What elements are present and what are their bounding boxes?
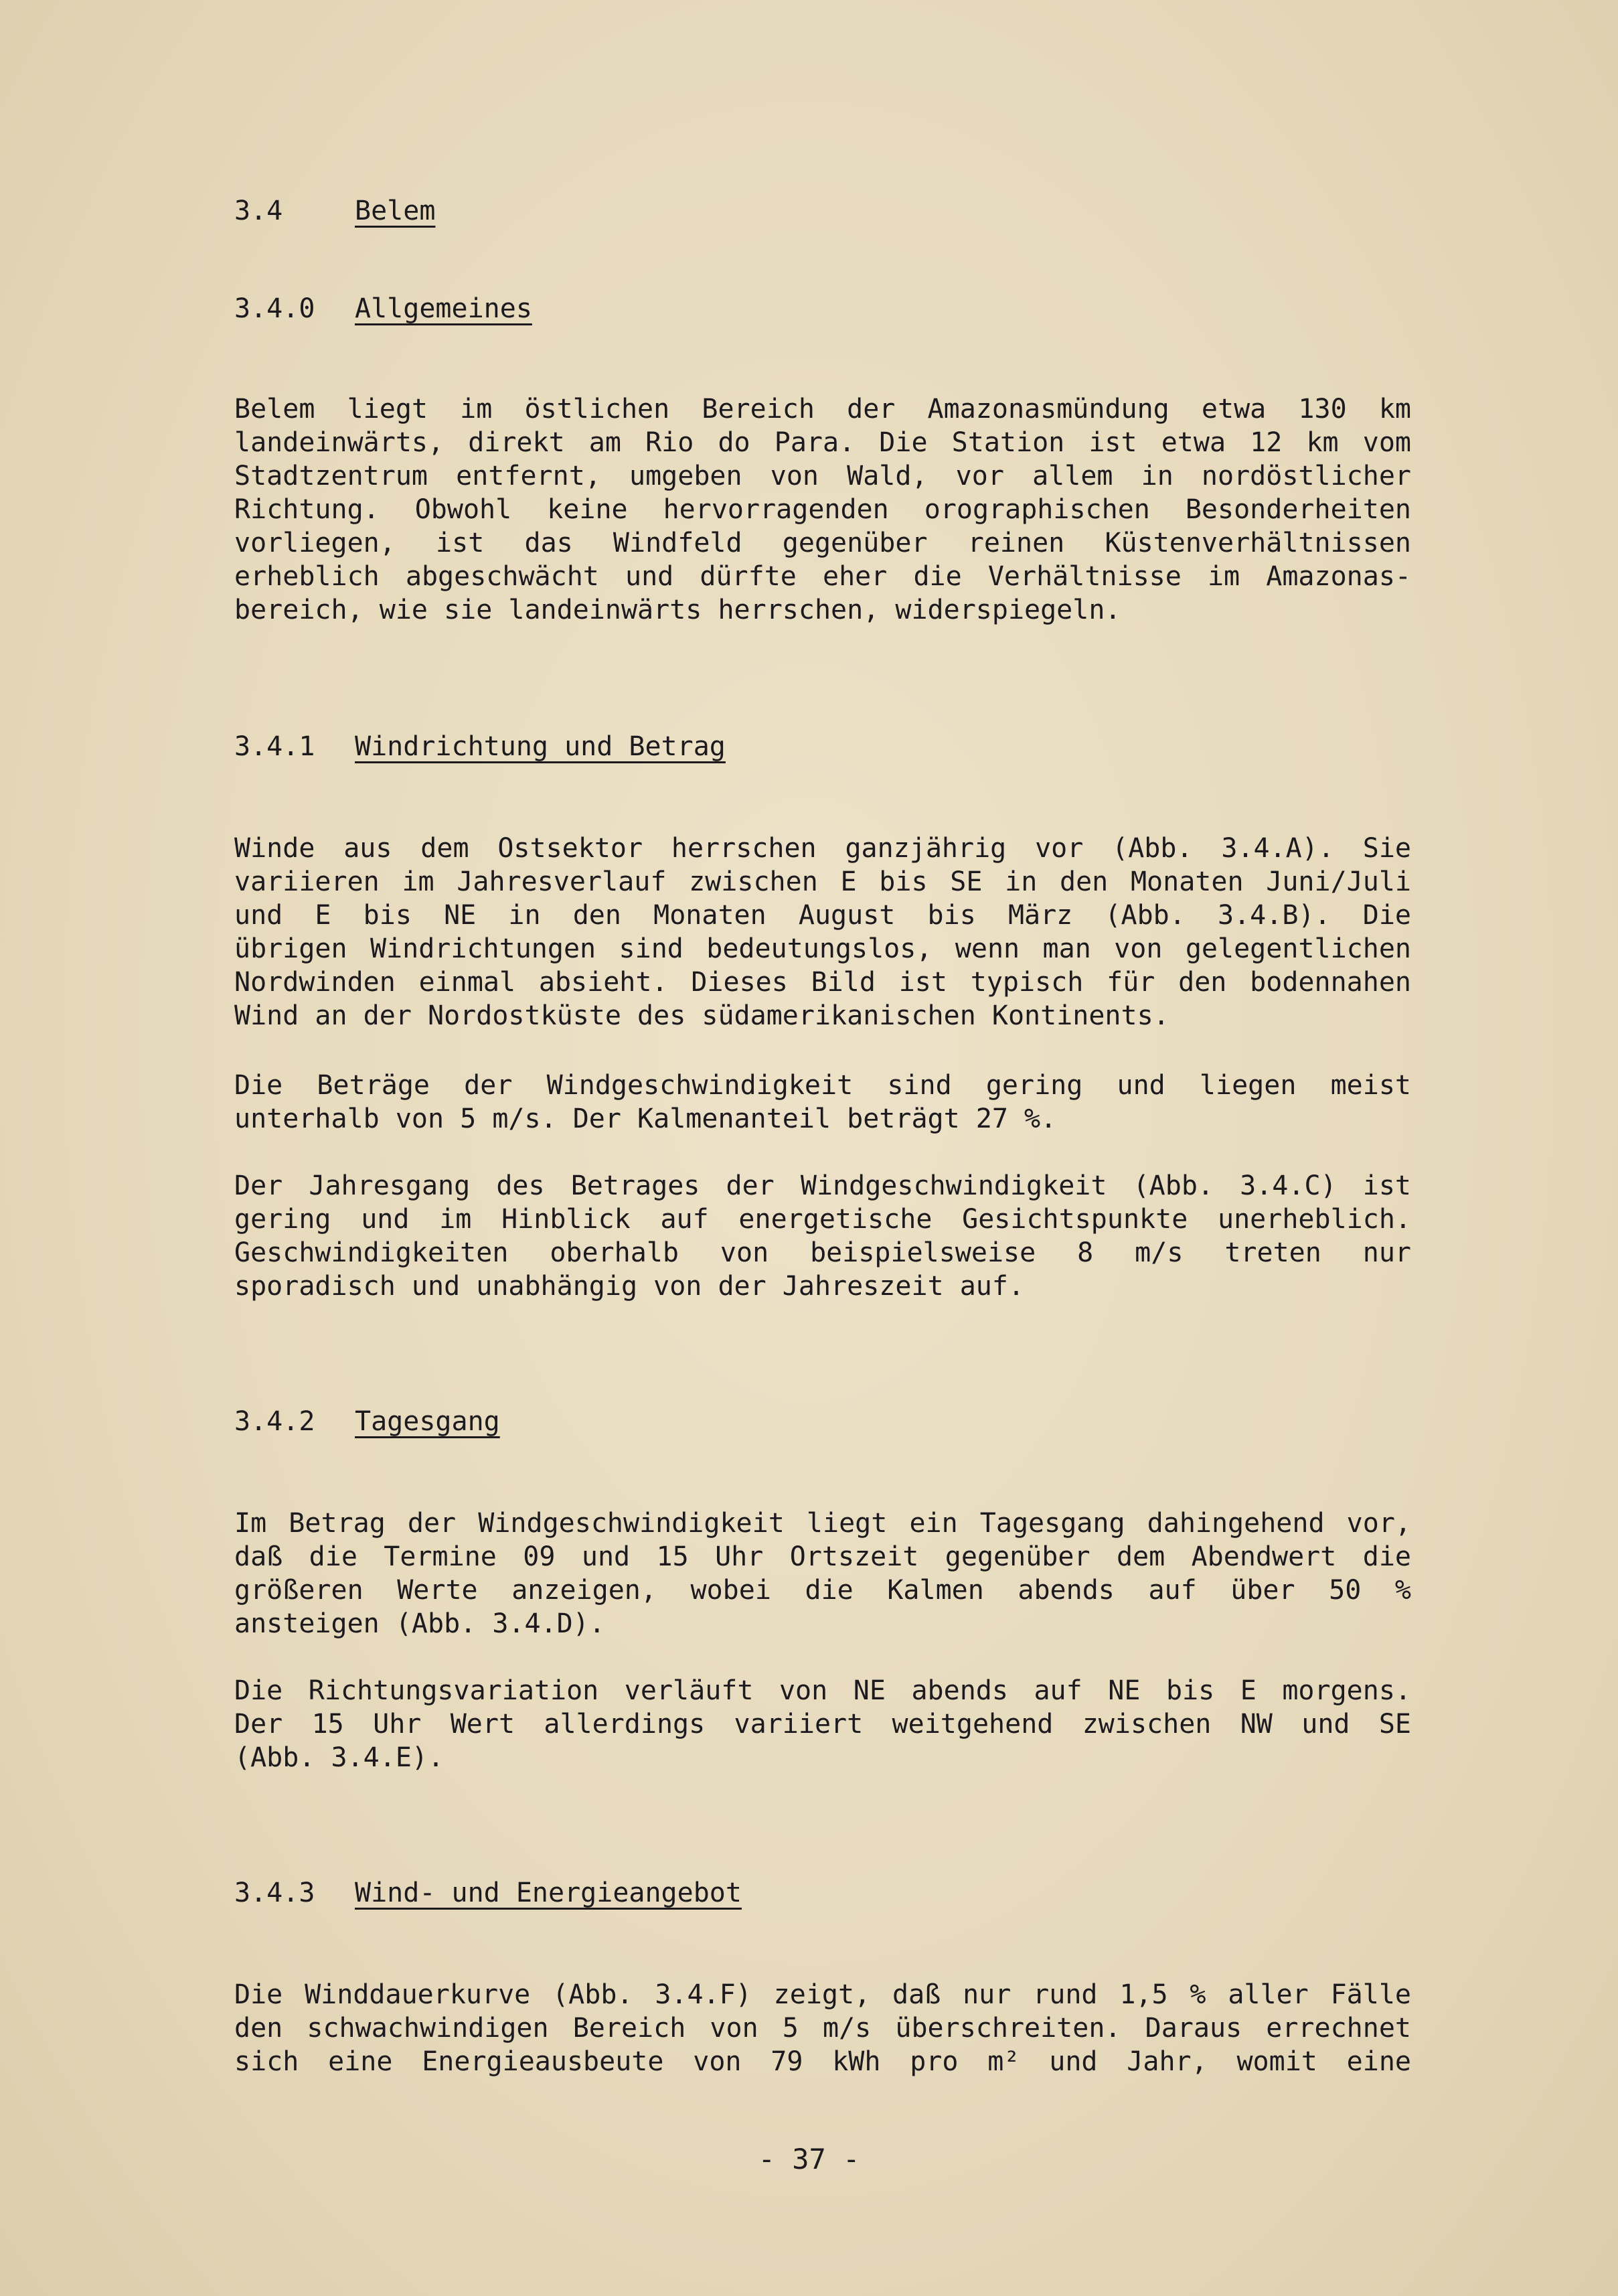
section-number: 3.4.3 (234, 1878, 315, 1908)
text-line: Wind an der Nordostküste des südamerikanischen Kontinents. (234, 1000, 1169, 1031)
text-line: Winde aus dem Ostsektor herrschen ganzjährig vor (Abb. 3.4.A). Sie (234, 833, 1411, 864)
text-line: Belem liegt im östlichen Bereich der Amazonasmündung etwa 130 km (234, 394, 1411, 425)
page-number: - 37 - (758, 2143, 860, 2175)
section-number: 3.4 (234, 196, 283, 226)
text-line: Der 15 Uhr Wert allerdings variiert weitgehend zwischen NW und SE (234, 1709, 1411, 1740)
text-line: übrigen Windrichtungen sind bedeutungslos, wenn man von gelegentlichen (234, 933, 1411, 964)
section-number: 3.4.2 (234, 1406, 315, 1437)
heading-3-4-2 (234, 1405, 500, 1438)
text-line: Richtung. Obwohl keine hervorragenden orographischen Besonderheiten (234, 494, 1411, 525)
section-title: Allgemeines (355, 293, 532, 324)
text-line: landeinwärts, direkt am Rio do Para. Die Station ist etwa 12 km vom (234, 427, 1411, 458)
text-line: Im Betrag der Windgeschwindigkeit liegt ein Tagesgang dahingehend vor, (234, 1508, 1411, 1539)
text-line: sich eine Energieausbeute von 79 kWh pro m² und Jahr, womit eine (234, 2046, 1411, 2077)
paragraph-tagesgang-2 (234, 1674, 1411, 1774)
text-line: den schwachwindigen Bereich von 5 m/s überschreiten. Daraus errechnet (234, 2013, 1411, 2044)
text-line: vorliegen, ist das Windfeld gegenüber reinen Küstenverhältnissen (234, 528, 1411, 558)
text-line: Die Richtungsvariation verläuft von NE abends auf NE bis E morgens. (234, 1675, 1411, 1706)
paragraph-allgemeines (234, 392, 1411, 627)
heading-3-4-0 (234, 292, 532, 325)
text-line: erheblich abgeschwächt und dürfte eher die Verhältnisse im Amazonas- (234, 561, 1411, 592)
heading-3-4 (234, 194, 435, 228)
text-line: Nordwinden einmal absieht. Dieses Bild ist typisch für den bodennahen (234, 967, 1411, 998)
text-line: sporadisch und unabhängig von der Jahreszeit auf. (234, 1271, 1025, 1302)
text-line: Geschwindigkeiten oberhalb von beispielsweise 8 m/s treten nur (234, 1237, 1411, 1268)
text-line: gering und im Hinblick auf energetische Gesichtspunkte unerheblich. (234, 1204, 1411, 1235)
heading-3-4-3 (234, 1876, 742, 1910)
text-line: und E bis NE in den Monaten August bis März (Abb. 3.4.B). Die (234, 900, 1411, 931)
text-line: größeren Werte anzeigen, wobei die Kalmen abends auf über 50 % (234, 1575, 1411, 1606)
section-title: Wind- und Energieangebot (355, 1878, 742, 1908)
text-line: variieren im Jahresverlauf zwischen E bis SE in den Monaten Juni/Juli (234, 866, 1411, 897)
section-title: Belem (355, 196, 436, 226)
section-title: Windrichtung und Betrag (355, 731, 726, 762)
section-title: Tagesgang (355, 1406, 500, 1437)
text-line: unterhalb von 5 m/s. Der Kalmenanteil beträgt 27 %. (234, 1103, 1057, 1134)
paragraph-tagesgang-1 (234, 1507, 1411, 1640)
text-line: Stadtzentrum entfernt, umgeben von Wald, vor allem in nordöstlicher (234, 461, 1411, 491)
paragraph-windrichtung-1 (234, 832, 1411, 1032)
section-number: 3.4.1 (234, 731, 315, 762)
text-line: Die Beträge der Windgeschwindigkeit sind gering und liegen meist (234, 1070, 1411, 1101)
paragraph-windrichtung-2 (234, 1069, 1411, 1136)
text-line: bereich, wie sie landeinwärts herrschen, widerspiegeln. (234, 595, 1121, 625)
section-number: 3.4.0 (234, 293, 315, 324)
text-line: (Abb. 3.4.E). (234, 1742, 444, 1773)
text-line: Die Winddauerkurve (Abb. 3.4.F) zeigt, daß nur rund 1,5 % aller Fälle (234, 1979, 1411, 2010)
heading-3-4-1 (234, 730, 726, 763)
paragraph-windrichtung-3 (234, 1169, 1411, 1303)
text-line: Der Jahresgang des Betrages der Windgeschwindigkeit (Abb. 3.4.C) ist (234, 1170, 1411, 1201)
text-line: ansteigen (Abb. 3.4.D). (234, 1608, 605, 1639)
paragraph-energieangebot (234, 1978, 1411, 2078)
text-line: daß die Termine 09 und 15 Uhr Ortszeit gegenüber dem Abendwert die (234, 1541, 1411, 1572)
